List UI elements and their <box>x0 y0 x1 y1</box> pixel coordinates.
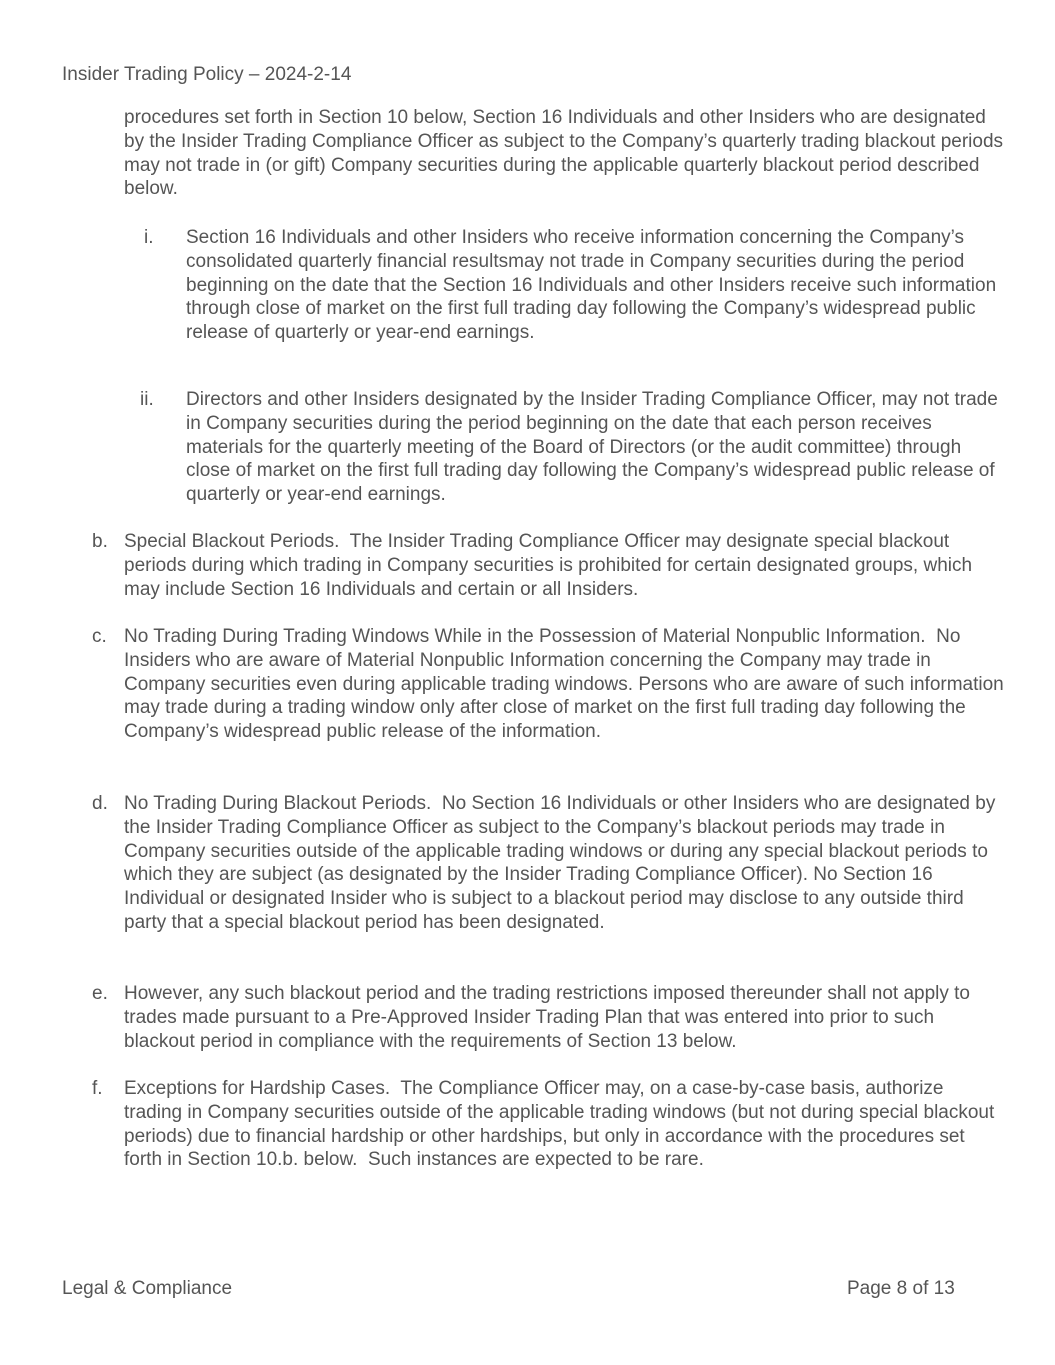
list-item-label: f. <box>92 1078 103 1099</box>
subitem-label: i. <box>144 227 154 248</box>
footer-department: Legal & Compliance <box>62 1278 233 1299</box>
list-item-label: b. <box>92 531 108 552</box>
list-item-text: No Trading During Trading Windows While in the Possession of Material Nonpublic Information. No Insiders who are aware of Material Nonpublic Information concerning the Company may trade in Company securities even during applicable trading windows. Persons who are aware of such information may trade during a trading window only after close of market on the first full trading day following the Company’s widespread public release of the information. <box>124 626 1004 743</box>
list-item-text: Special Blackout Periods. The Insider Trading Compliance Officer may designate special blackout periods during which trading in Company securities is prohibited for certain designated groups, which may include Section 16 Individuals and certain or all Insiders. <box>124 531 973 600</box>
footer-page-number: Page 8 of 13 <box>847 1278 955 1299</box>
intro-paragraph: procedures set forth in Section 10 below, Section 16 Individuals and other Insiders who are designated by the Insider Trading Compliance Officer as subject to the Company’s quarterly trading blackout periods may not trade in (or gift) Company securities during the applicable quarterly blackout period described below. <box>124 107 1004 200</box>
list-item-label: d. <box>92 793 108 814</box>
list-item-label: c. <box>92 626 107 647</box>
list-item-text: No Trading During Blackout Periods. No Section 16 Individuals or other Insiders who are designated by the Insider Trading Compliance Officer as subject to the Company’s blackout periods may trade in Company securities outside of the applicable trading windows or during any special blackout periods to which they are subject (as designated by the Insider Trading Compliance Officer). No Section 16 Individual or designated Insider who is subject to a blackout period may disclose to any outside third party that a special blackout period has been designated. <box>124 793 996 933</box>
subitem-label: ii. <box>140 389 154 410</box>
list-item-label: e. <box>92 983 108 1004</box>
page-header-title: Insider Trading Policy – 2024-2-14 <box>62 64 352 85</box>
list-item-text: However, any such blackout period and the trading restrictions imposed thereunder shall not apply to trades made pursuant to a Pre-Approved Insider Trading Plan that was entered into prior to such blackout period in compliance with the requirements of Section 13 below. <box>124 983 970 1052</box>
subitem-text: Section 16 Individuals and other Insiders who receive information concerning the Company’s consolidated quarterly financial resultsmay not trade in Company securities during the period beginning on the date that the Section 16 Individuals and other Insiders receive such information through close of market on the first full trading day following the Company’s widespread public release of quarterly or year-end earnings. <box>186 227 997 344</box>
list-item-text: Exceptions for Hardship Cases. The Compliance Officer may, on a case-by-case basis, authorize trading in Company securities outside of the applicable trading windows (but not during special blackout periods) due to financial hardship or other hardships, but only in accordance with the procedures set forth in Section 10.b. below. Such instances are expected to be rare. <box>124 1078 995 1171</box>
subitem-text: Directors and other Insiders designated by the Insider Trading Compliance Officer, may not trade in Company securities during the period beginning on the date that each person receives materials for the quarterly meeting of the Board of Directors (or the audit committee) through close of market on the first full trading day following the Company’s widespread public release of quarterly or year-end earnings. <box>186 389 998 506</box>
